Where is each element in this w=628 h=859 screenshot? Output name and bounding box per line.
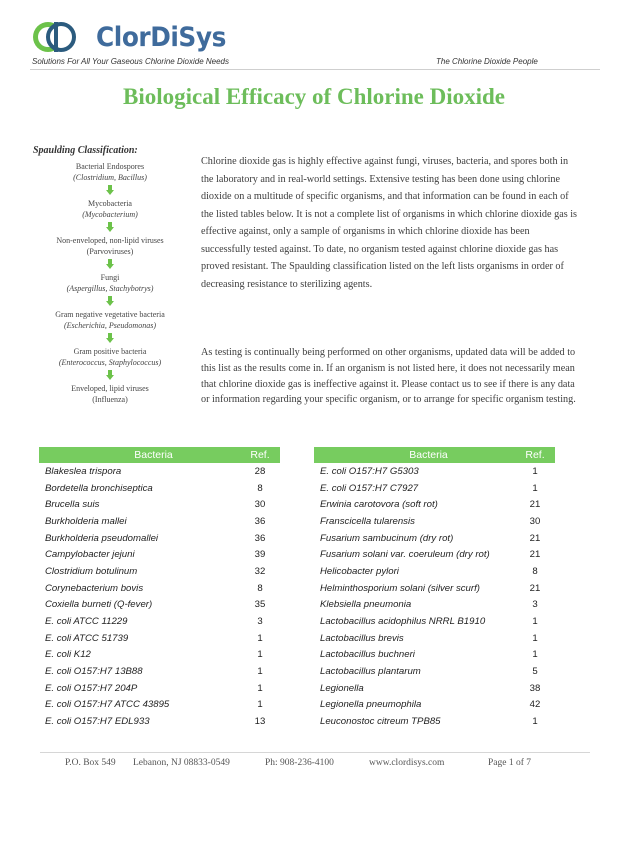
- table-row: [39, 463, 280, 480]
- reference-number: 38: [529, 682, 541, 694]
- bacteria-name: E. coli ATCC 11229: [45, 616, 128, 628]
- table-row: [314, 697, 555, 714]
- table-row: [314, 530, 555, 547]
- table-row: [39, 597, 280, 614]
- table-row: [39, 680, 280, 697]
- table-row: [39, 630, 280, 647]
- reference-number: 8: [257, 582, 263, 594]
- footer-po-box: P.O. Box 549: [65, 758, 116, 768]
- reference-number: 8: [257, 482, 263, 494]
- reference-number: 1: [532, 632, 538, 644]
- table-header: [39, 447, 280, 463]
- bacteria-name: Clostridium botulinum: [45, 565, 138, 577]
- bacteria-name: E. coli O157:H7 204P: [45, 682, 138, 694]
- spaulding-item: Mycobacteria (Mycobacterium): [82, 199, 138, 219]
- bacteria-name: Helminthosporium solani (silver scurf): [320, 582, 480, 594]
- reference-number: 1: [532, 716, 538, 728]
- bacteria-name: Helicobacter pylori: [320, 565, 399, 577]
- reference-number: 35: [254, 599, 266, 611]
- reference-number: 1: [532, 465, 538, 477]
- footer-divider: [40, 752, 590, 753]
- bacteria-table-right: [314, 447, 555, 730]
- table-row: [39, 530, 280, 547]
- table-row: [314, 546, 555, 563]
- bacteria-name: Corynebacterium bovis: [45, 582, 144, 594]
- table-row: [39, 513, 280, 530]
- header-divider: [30, 69, 600, 70]
- bacteria-name: Legionella: [320, 682, 364, 694]
- bacteria-name: E. coli O157:H7 13B88: [45, 666, 143, 678]
- table-row: [39, 496, 280, 513]
- footer-website[interactable]: www.clordisys.com: [369, 758, 445, 768]
- footer-page-number: Page 1 of 7: [488, 758, 532, 768]
- table-row: [39, 563, 280, 580]
- table-row: [39, 546, 280, 563]
- bacteria-name: Leuconostoc citreum TPB85: [320, 716, 441, 728]
- company-logo: [33, 20, 237, 54]
- reference-number: 21: [529, 499, 541, 511]
- bacteria-name: E. coli ATCC 51739: [45, 632, 129, 644]
- reference-number: 21: [529, 532, 541, 544]
- page-title: Biological Efficacy of Chlorine Dioxide: [122, 84, 505, 109]
- column-header-ref: Ref.: [250, 449, 270, 461]
- bacteria-name: Lactobacillus acidophilus NRRL B1910: [320, 616, 486, 628]
- bacteria-name: Lactobacillus plantarum: [320, 666, 421, 678]
- reference-number: 36: [254, 515, 266, 527]
- down-arrow-icon: [106, 222, 114, 233]
- intro-paragraph: Chlorine dioxide gas is highly effective against fungi, viruses, bacteria, and spores both in the laboratory and in real-world settings. Extensive testing has been done using chlorine dioxide on a multitude of specific organisms, and that information can be found in each of the listed tables below. It is not a complete list of organisms in which chlorine dioxide gas is effective against, only a sample of organisms in which chlorine dioxide has been successfully tested against. To date, no organism tested against chlorine dioxide gas has proved resistant. The Spaulding classification listed on the left lists organisms in order of decreasing resistance to sterilizing agents.: [201, 156, 578, 290]
- table-row: [314, 713, 555, 730]
- table-row: [314, 663, 555, 680]
- table-row: [39, 663, 280, 680]
- bacteria-name: Campylobacter jejuni: [45, 549, 135, 561]
- down-arrow-icon: [106, 370, 114, 381]
- spaulding-item: Non-enveloped, non-lipid viruses (Parvoviruses): [56, 236, 164, 256]
- bacteria-table-left: [39, 447, 280, 730]
- slogan: The Chlorine Dioxide People: [436, 57, 538, 66]
- table-row: [314, 563, 555, 580]
- down-arrow-icon: [106, 185, 114, 196]
- reference-number: 32: [254, 565, 266, 577]
- table-row: [314, 480, 555, 497]
- bacteria-name: E. coli O157:H7 ATCC 43895: [45, 699, 170, 711]
- spaulding-item: Enveloped, lipid viruses (Influenza): [71, 384, 149, 404]
- bacteria-name: Fusarium solani var. coeruleum (dry rot): [320, 549, 490, 561]
- bacteria-name: Burkholderia pseudomallei: [45, 532, 159, 544]
- reference-number: 3: [257, 616, 263, 628]
- table-row: [39, 613, 280, 630]
- brand-name: ClorDiSys: [96, 21, 226, 53]
- logo-cd-icon: [33, 21, 91, 53]
- reference-number: 36: [254, 532, 266, 544]
- table-row: [314, 496, 555, 513]
- reference-number: 3: [532, 599, 538, 611]
- reference-number: 42: [529, 699, 541, 711]
- table-row: [314, 463, 555, 480]
- reference-number: 5: [532, 666, 538, 678]
- column-header-ref: Ref.: [525, 449, 545, 461]
- table-row: [39, 480, 280, 497]
- bacteria-name: Burkholderia mallei: [45, 515, 127, 527]
- bacteria-name: Klebsiella pneumonia: [320, 599, 412, 611]
- bacteria-name: Coxiella burneti (Q-fever): [45, 599, 153, 611]
- spaulding-item: Fungi (Aspergillus, Stachybotrys): [66, 273, 154, 293]
- spaulding-classification-list: [20, 161, 200, 405]
- table-row: [314, 680, 555, 697]
- down-arrow-icon: [106, 296, 114, 307]
- reference-number: 1: [257, 682, 263, 694]
- reference-number: 21: [529, 549, 541, 561]
- reference-number: 28: [254, 465, 266, 477]
- down-arrow-icon: [106, 259, 114, 270]
- reference-number: 1: [257, 632, 263, 644]
- bacteria-name: E. coli O157:H7 C7927: [320, 482, 419, 494]
- reference-number: 1: [257, 699, 263, 711]
- bacteria-name: Lactobacillus buchneri: [320, 649, 415, 661]
- table-row: [314, 580, 555, 597]
- table-row: [314, 597, 555, 614]
- table-row: [39, 647, 280, 664]
- reference-number: 21: [529, 582, 541, 594]
- testing-paragraph: As testing is continually being performed on other organisms, updated data will be added to this list as the results come in. If an organism is not listed here, it does not necessarily mean that chlorine dioxide gas is ineffective against it. Please contact us to see if there is any data or information regarding your specific organism, or to arrange for specific organism testing.: [201, 347, 576, 406]
- column-header-bacteria: Bacteria: [409, 449, 448, 461]
- table-row: [39, 713, 280, 730]
- reference-number: 1: [257, 666, 263, 678]
- reference-number: 1: [532, 649, 538, 661]
- table-row: [39, 697, 280, 714]
- tagline: Solutions For All Your Gaseous Chlorine Dioxide Needs: [32, 57, 229, 66]
- reference-number: 8: [532, 565, 538, 577]
- bacteria-name: E. coli K12: [45, 649, 91, 661]
- bacteria-name: Legionella pneumophila: [320, 699, 422, 711]
- reference-number: 1: [532, 616, 538, 628]
- bacteria-name: Brucella suis: [45, 499, 100, 511]
- table-row: [314, 630, 555, 647]
- spaulding-heading: Spaulding Classification:: [33, 145, 138, 156]
- spaulding-item: Gram positive bacteria (Enterococcus, Staphylococcus): [58, 347, 162, 367]
- table-row: [314, 647, 555, 664]
- table-header: [314, 447, 555, 463]
- bacteria-name: Bordetella bronchiseptica: [45, 482, 153, 494]
- bacteria-name: Erwinia carotovora (soft rot): [320, 499, 438, 511]
- table-row: [314, 513, 555, 530]
- reference-number: 30: [529, 515, 541, 527]
- bacteria-name: Franscicella tularensis: [320, 515, 415, 527]
- bacteria-name: Fusarium sambucinum (dry rot): [320, 532, 454, 544]
- bacteria-name: Lactobacillus brevis: [320, 632, 404, 644]
- reference-number: 30: [254, 499, 266, 511]
- down-arrow-icon: [106, 333, 114, 344]
- bacteria-name: E. coli O157:H7 EDL933: [45, 716, 150, 728]
- spaulding-item: Gram negative vegetative bacteria (Escherichia, Pseudomonas): [55, 310, 165, 330]
- column-header-bacteria: Bacteria: [134, 449, 173, 461]
- bacteria-name: Blakeslea trispora: [45, 465, 122, 477]
- footer-phone: Ph: 908-236-4100: [265, 758, 334, 768]
- table-row: [314, 613, 555, 630]
- reference-number: 39: [254, 549, 266, 561]
- reference-number: 1: [532, 482, 538, 494]
- footer-city: Lebanon, NJ 08833-0549: [133, 758, 230, 768]
- table-row: [39, 580, 280, 597]
- bacteria-name: E. coli O157:H7 G5303: [320, 465, 419, 477]
- reference-number: 1: [257, 649, 263, 661]
- spaulding-item: Bacterial Endospores (Clostridium, Bacillus): [73, 162, 147, 182]
- reference-number: 13: [254, 716, 266, 728]
